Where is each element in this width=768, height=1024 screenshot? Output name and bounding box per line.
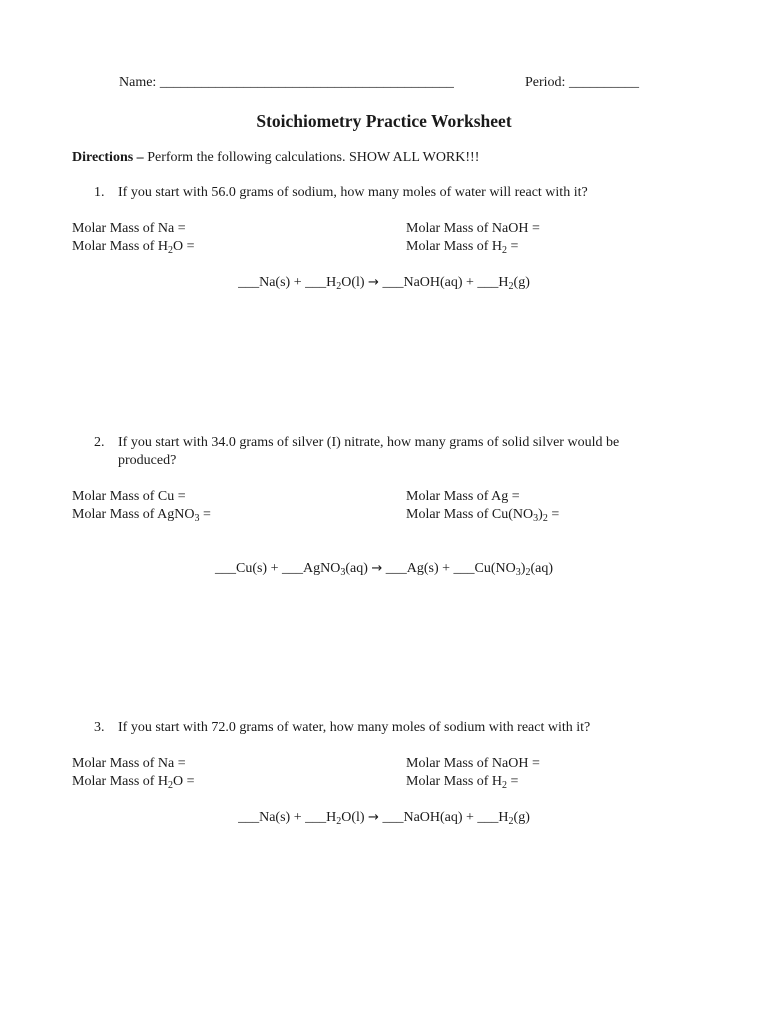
q2-molar-mass-cu: Molar Mass of Cu = bbox=[72, 489, 186, 504]
period-blank: __________ bbox=[568, 75, 639, 90]
q2-equation: ___Cu(s) + ___AgNO$_3$(aq) → ___Ag(s) + $\_\_\_Cu(NO_3)_2(aq)$ bbox=[214, 561, 553, 578]
question-number: 2. bbox=[94, 435, 105, 450]
question-text: If you start with 72.0 grams of water, how many moles of sodium with react with it? bbox=[118, 720, 591, 735]
question-text: If you start with 34.0 grams of silver (I) nitrate, how many grams of solid silver would be bbox=[118, 435, 620, 450]
period-label: Period: bbox=[525, 75, 569, 90]
directions-label: Directions – bbox=[72, 150, 148, 165]
name-line bbox=[119, 74, 454, 92]
q3-equation: ___Na(s) + $\_\_\_H_2O(l)$ → ___NaOH(aq) + $\_\_\_H_2(g)$ bbox=[238, 810, 530, 827]
question-2-text-line2: produced? bbox=[118, 453, 177, 468]
name-label: Name: bbox=[119, 75, 160, 90]
q1-equation: ___Na(s) + $\_\_\_H_2O(l)$ → ___NaOH(aq) + $\_\_\_H_2(g)$ bbox=[238, 275, 530, 292]
q3-molar-mass-h2: Molar Mass of $H_2$ = bbox=[406, 774, 519, 791]
q3-molar-mass-h2o: Molar Mass of $H_2O$ = bbox=[72, 774, 195, 791]
q1-molar-mass-h2o: Molar Mass of $H_2O$ = bbox=[72, 239, 195, 256]
reaction-arrow-icon: → bbox=[371, 561, 383, 576]
q2-molar-mass-cuno32: Molar Mass of $Cu(NO_3)_2$ = bbox=[406, 507, 560, 524]
reaction-arrow-icon: → bbox=[368, 810, 379, 825]
reaction-arrow-icon: → bbox=[368, 275, 379, 290]
q1-molar-mass-na: Molar Mass of Na = bbox=[72, 221, 186, 236]
question-2 bbox=[94, 434, 619, 452]
q3-molar-mass-naoh: Molar Mass of NaOH = bbox=[406, 756, 540, 771]
directions-text: Perform the following calculations. SHOW ALL WORK!!! bbox=[147, 150, 480, 165]
q1-molar-mass-naoh: Molar Mass of NaOH = bbox=[406, 221, 540, 236]
q2-molar-mass-ag: Molar Mass of Ag = bbox=[406, 489, 520, 504]
question-3 bbox=[94, 719, 590, 737]
question-1 bbox=[94, 184, 588, 202]
q2-molar-mass-agno3: Molar Mass of AgNO$_3$ = bbox=[72, 507, 211, 524]
worksheet-title: Stoichiometry Practice Worksheet bbox=[256, 111, 512, 131]
name-blank: __________________________________________ bbox=[159, 75, 454, 90]
question-number: 3. bbox=[94, 720, 105, 735]
question-number: 1. bbox=[94, 185, 105, 200]
question-text: If you start with 56.0 grams of sodium, how many moles of water will react with it? bbox=[118, 185, 588, 200]
q3-molar-mass-na: Molar Mass of Na = bbox=[72, 756, 186, 771]
period-line bbox=[525, 74, 639, 92]
directions bbox=[72, 149, 479, 167]
q1-molar-mass-h2: Molar Mass of $H_2$ = bbox=[406, 239, 519, 256]
